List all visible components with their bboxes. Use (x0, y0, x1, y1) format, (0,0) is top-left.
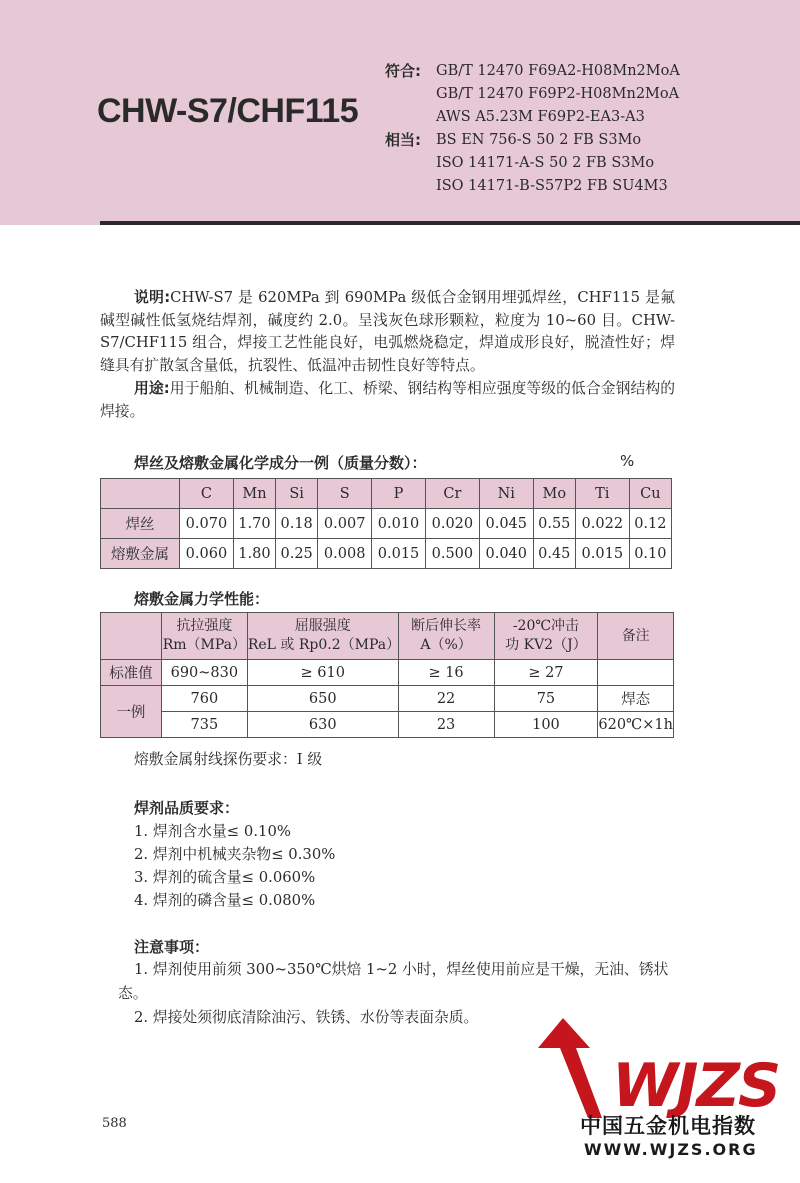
mechanical-title: 熔敷金属力学性能： (134, 590, 270, 608)
table-header-cell: S (318, 479, 372, 509)
table-cell: 735 (161, 712, 247, 738)
table-header-cell (161, 613, 247, 660)
table-header-cell: 备注 (598, 613, 674, 660)
table-row (101, 686, 674, 712)
table-cell: 690~830 (161, 660, 247, 686)
table-header-cell: C (180, 479, 234, 509)
notes-title: 注意事项： (134, 938, 210, 956)
table-cell: 0.25 (276, 539, 318, 569)
list-item: 2. 焊剂中机械夹杂物≤ 0.30% (134, 846, 336, 863)
usage-label: 用途: (134, 380, 170, 397)
table-row (101, 509, 672, 539)
logo-chinese-name: 中国五金机电指数 (580, 1114, 756, 1138)
row-label: 焊丝 (101, 509, 180, 539)
header-line: 屈服强度 (294, 618, 351, 634)
standard-value: ISO 14171-A-S 50 2 FB S3Mo (436, 155, 655, 171)
table-cell: 0.45 (533, 539, 575, 569)
table-header-cell: Mo (533, 479, 575, 509)
usage-text: 用于船舶、机械制造、化工、桥梁、钢结构等相应强度等级的低合金钢结构的焊接。 (100, 380, 675, 420)
table-header-cell: P (372, 479, 426, 509)
description-text: CHW-S7 是 620MPa 到 690MPa 级低合金钢用埋弧焊丝，CHF115 是氟碱型碱性低氢烧结焊剂，碱度约 2.0。呈浅灰色球形颗粒，粒度为 10~60 目。CHW-S7/CHF115 组合，焊接工艺性能良好，电弧燃烧稳定，焊道成形良好，脱渣性好；焊缝具有扩散氢含量低，抗裂性、低温冲击韧性良好等特点。 (100, 289, 675, 374)
standard-label (385, 152, 436, 175)
table-cell: ≥ 27 (494, 660, 598, 686)
flux-quality-title: 焊剂品质要求： (134, 799, 240, 817)
row-label: 标准值 (101, 660, 162, 686)
table-header-cell: Mn (233, 479, 275, 509)
table-cell: 焊态 (598, 686, 674, 712)
chemistry-table (100, 478, 672, 569)
table-cell: 650 (247, 686, 398, 712)
table-header-cell: Cu (629, 479, 671, 509)
header-line: 断后伸长率 (411, 618, 482, 634)
row-label: 熔敷金属 (101, 539, 180, 569)
table-cell: 0.12 (629, 509, 671, 539)
standard-value: BS EN 756-S 50 2 FB S3Mo (436, 132, 642, 148)
table-header-cell (101, 613, 162, 660)
table-cell: 0.070 (180, 509, 234, 539)
table-cell: 0.015 (575, 539, 629, 569)
table-cell: 0.060 (180, 539, 234, 569)
table-cell: ≥ 16 (398, 660, 494, 686)
table-cell (598, 660, 674, 686)
table-cell: 1.80 (233, 539, 275, 569)
standard-row (385, 83, 680, 106)
chemistry-title: 焊丝及熔敷金属化学成分一例（质量分数）： (134, 454, 427, 472)
table-header-cell (247, 613, 401, 660)
header-line: 抗拉强度 (176, 618, 233, 634)
product-title: CHW-S7/CHF115 (97, 92, 359, 130)
list-item: 3. 焊剂的硫含量≤ 0.060% (134, 869, 316, 886)
standard-row (385, 175, 680, 198)
table-cell: 22 (398, 686, 494, 712)
header-line: -20℃冲击 (512, 618, 580, 634)
table-cell: 0.022 (575, 509, 629, 539)
page-number: 588 (102, 1116, 127, 1131)
standard-row (385, 60, 680, 83)
header-line: Rm（MPa） (162, 637, 247, 653)
standard-value: AWS A5.23M F69P2-EA3-A3 (436, 109, 645, 125)
table-cell: 0.55 (533, 509, 575, 539)
table-cell: 23 (398, 712, 494, 738)
description-label: 说明: (134, 289, 171, 306)
standard-label (385, 106, 436, 129)
list-item: 1. 焊剂含水量≤ 0.10% (134, 823, 291, 840)
standard-label (385, 83, 436, 106)
header-line: 功 KV2（J） (505, 637, 587, 653)
standard-label (385, 175, 436, 198)
table-header-cell: Si (276, 479, 318, 509)
chemistry-unit: % (620, 452, 635, 470)
table-cell: 0.015 (372, 539, 426, 569)
table-cell: 630 (247, 712, 398, 738)
table-cell: 0.007 (318, 509, 372, 539)
logo-url: WWW.WJZS.ORG (584, 1140, 758, 1159)
table-cell: 0.500 (425, 539, 479, 569)
xray-requirement: 熔敷金属射线探伤要求：I 级 (134, 751, 323, 768)
table-cell: 0.010 (372, 509, 426, 539)
header-line: ReL 或 Rp0.2（MPa） (247, 637, 401, 653)
table-row (101, 539, 672, 569)
standard-row (385, 129, 680, 152)
table-cell: 0.008 (318, 539, 372, 569)
table-cell: 75 (494, 686, 598, 712)
table-header-row (101, 613, 674, 660)
usage-paragraph (100, 378, 675, 423)
table-row (101, 712, 674, 738)
header-line: A（%） (420, 637, 472, 653)
table-header-cell (101, 479, 180, 509)
table-header-cell: Ti (575, 479, 629, 509)
table-cell: 760 (161, 686, 247, 712)
logo-lettering: WJZS (612, 1051, 780, 1121)
table-row (101, 660, 674, 686)
table-cell: ≥ 610 (247, 660, 398, 686)
description-paragraph (100, 287, 675, 377)
standards-block (385, 60, 680, 198)
table-header-cell: Cr (425, 479, 479, 509)
list-item: 2. 焊接处须彻底清除油污、铁锈、水份等表面杂质。 (134, 1009, 479, 1026)
table-cell: 0.18 (276, 509, 318, 539)
table-cell: 0.045 (479, 509, 533, 539)
table-header-row (101, 479, 672, 509)
list-item: 4. 焊剂的磷含量≤ 0.080% (134, 892, 316, 909)
table-cell: 620℃×1h (598, 712, 674, 738)
table-cell: 0.040 (479, 539, 533, 569)
row-label: 一例 (101, 686, 162, 738)
table-header-cell (494, 613, 598, 660)
logo-arrow (538, 1018, 602, 1118)
table-cell: 1.70 (233, 509, 275, 539)
table-cell: 100 (494, 712, 598, 738)
standard-value: ISO 14171-B-S57P2 FB SU4M3 (436, 178, 668, 194)
standard-label: 相当: (385, 131, 421, 149)
standard-value: GB/T 12470 F69P2-H08Mn2MoA (436, 86, 680, 102)
standard-row (385, 152, 680, 175)
table-cell: 0.10 (629, 539, 671, 569)
table-cell: 0.020 (425, 509, 479, 539)
mechanical-table (100, 612, 674, 738)
header-rule (100, 221, 800, 225)
table-header-cell: Ni (479, 479, 533, 509)
standard-value: GB/T 12470 F69A2-H08Mn2MoA (436, 63, 680, 79)
standard-label: 符合: (385, 62, 421, 80)
standard-row (385, 106, 680, 129)
table-header-cell (398, 613, 494, 660)
list-item: 1. 焊剂使用前须 300~350℃烘焙 1~2 小时，焊丝使用前应是干燥，无油、锈状态。 (118, 961, 669, 1002)
